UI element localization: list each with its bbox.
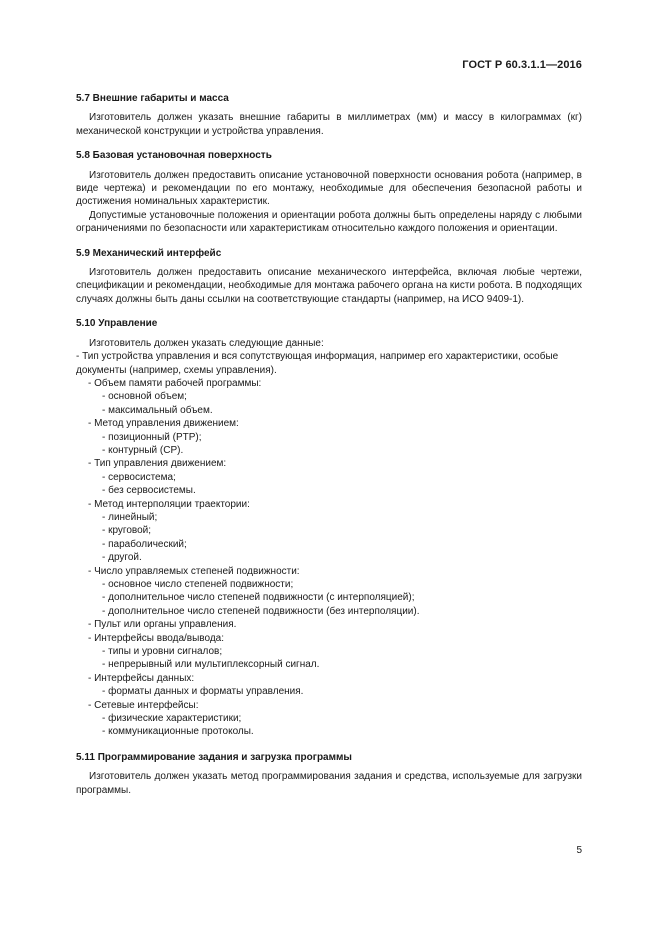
- section-title: 5.11 Программирование задания и загрузка программы: [76, 751, 352, 763]
- sub-list-item: - линейный;: [76, 511, 582, 524]
- sub-list-item: - дополнительное число степеней подвижности (без интерполяции).: [76, 605, 582, 618]
- list-item: - Тип устройства управления и вся сопутствующая информация, например его характеристики, особые документы (например, схемы управления).: [76, 350, 582, 377]
- paragraph: Изготовитель должен указать следующие данные:: [89, 337, 324, 349]
- sub-list-item: - физические характеристики;: [76, 712, 582, 725]
- sub-list-item: - позиционный (PTP);: [76, 431, 582, 444]
- section-5-10: [76, 317, 582, 739]
- sub-list-item: - основной объем;: [76, 390, 582, 403]
- list-item: - Сетевые интерфейсы:: [76, 699, 582, 712]
- sub-list-item: - круговой;: [76, 524, 582, 537]
- list-item: - Тип управления движением:: [76, 457, 582, 470]
- paragraph: Изготовитель должен предоставить описание механического интерфейса, включая любые чертежи, спецификации и рекомендации, необходимые для монтажа рабочего органа на кисти робота. В подходящих случаях должны быть даны ссылки на соответствующие стандарты (например, на ИСО 9409-1).: [76, 267, 582, 305]
- paragraph: Изготовитель должен указать метод программирования задания и средства, используемые для загрузки программы.: [76, 771, 582, 796]
- sub-list-item: - максимальный объем.: [76, 404, 582, 417]
- sub-list-item: - без сервосистемы.: [76, 484, 582, 497]
- section-title: 5.9 Механический интерфейс: [76, 247, 222, 259]
- sub-list-item: - дополнительное число степеней подвижности (с интерполяцией);: [76, 591, 582, 604]
- section-title: 5.8 Базовая установочная поверхность: [76, 150, 272, 162]
- paragraph: Допустимые установочные положения и ориентации робота должны быть определены наряду с любыми ограничениями по безопасности или характеристикам относительно каждого положения и ориентации.: [76, 209, 582, 235]
- page-number: 5: [576, 845, 582, 856]
- sub-list-item: - сервосистема;: [76, 471, 582, 484]
- list-item: - Пульт или органы управления.: [76, 618, 582, 631]
- sub-list-item: - другой.: [76, 551, 582, 564]
- sub-list-item: - типы и уровни сигналов;: [76, 645, 582, 658]
- document-body: [76, 92, 582, 808]
- sub-list-item: - форматы данных и форматы управления.: [76, 685, 582, 698]
- standard-header: ГОСТ Р 60.3.1.1—2016: [462, 59, 582, 71]
- sub-list-item: - контурный (CP).: [76, 444, 582, 457]
- paragraph: Изготовитель должен предоставить описание установочной поверхности основания робота (например, в виде чертежа) и рекомендации по его монтажу, необходимые для обеспечения безопасной работы и достижения номинальных характеристик.: [76, 169, 582, 208]
- section-5-9: [76, 247, 582, 307]
- sub-list-item: - параболический;: [76, 538, 582, 551]
- list-item: - Объем памяти рабочей программы:: [76, 377, 582, 390]
- sub-list-item: - основное число степеней подвижности;: [76, 578, 582, 591]
- section-title: 5.7 Внешние габариты и масса: [76, 93, 229, 104]
- list-item: - Интерфейсы ввода/вывода:: [76, 632, 582, 645]
- section-5-8: [76, 149, 582, 235]
- list-item: - Метод интерполяции траектории:: [76, 498, 582, 511]
- list-item: - Число управляемых степеней подвижности:: [76, 565, 582, 578]
- paragraph: Изготовитель должен указать внешние габариты в миллиметрах (мм) и массу в килограммах (кг) механической конструкции и устройства управления.: [76, 112, 582, 137]
- list-item: - Интерфейсы данных:: [76, 672, 582, 685]
- list-item: - Метод управления движением:: [76, 417, 582, 430]
- section-title: 5.10 Управление: [76, 318, 158, 330]
- sub-list-item: - непрерывный или мультиплексорный сигнал.: [76, 658, 582, 671]
- section-5-7: [76, 92, 582, 138]
- sub-list-item: - коммуникационные протоколы.: [76, 725, 582, 738]
- section-5-11: [76, 751, 582, 797]
